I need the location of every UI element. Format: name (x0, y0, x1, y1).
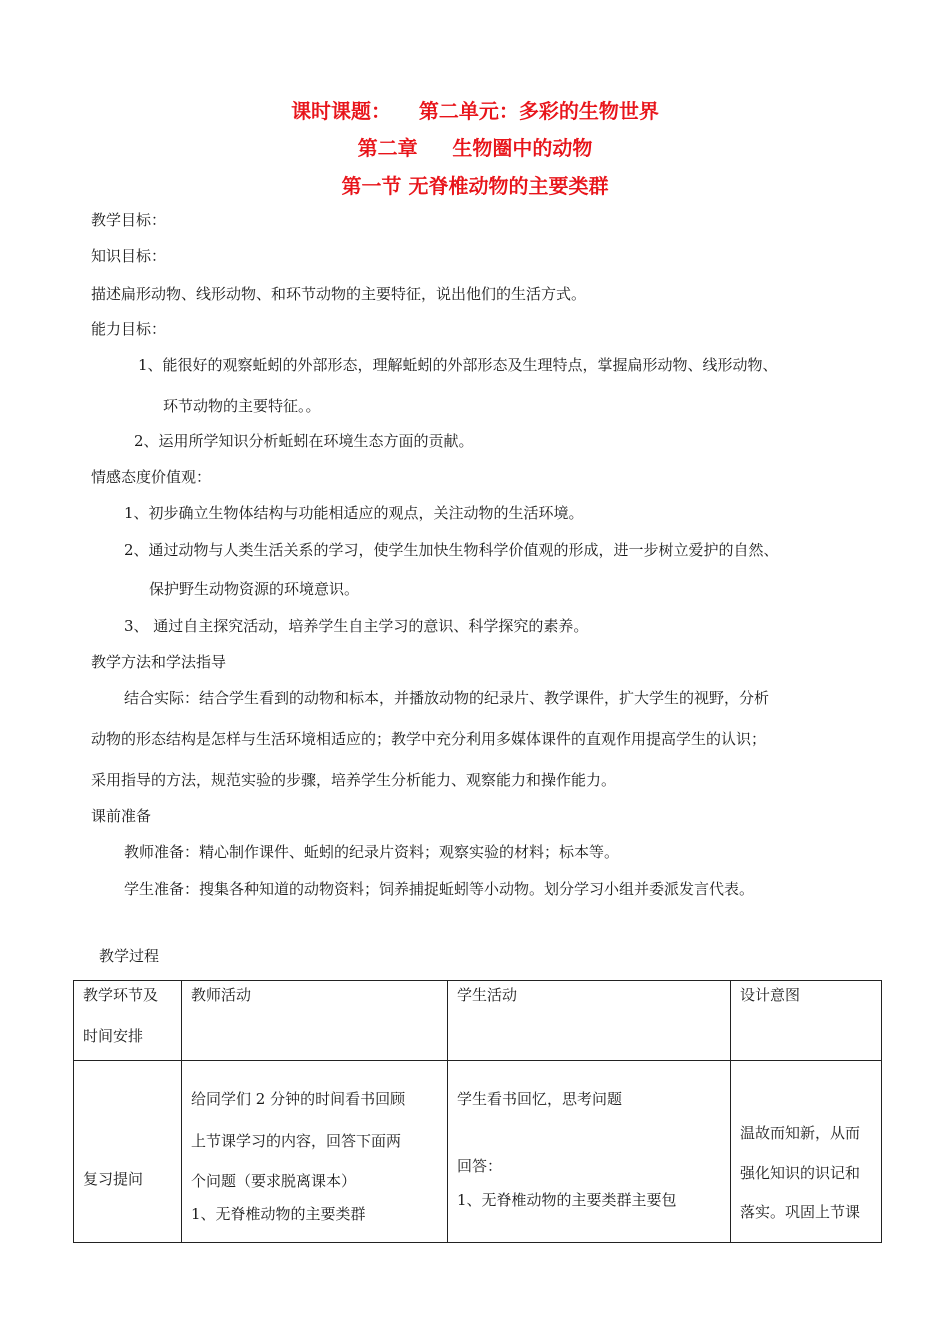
row1-design (731, 1061, 882, 1243)
ability-item-1a: 1、能很好的观察蚯蚓的外部形态，理解蚯蚓的外部形态及生理特点，掌握扁形动物、线形动物、 (138, 356, 778, 374)
title-line-1: 课时课题： 第二单元：多彩的生物世界 (291, 99, 659, 123)
header-design (731, 981, 882, 1061)
row1-design-line-2: 强化知识的识记和 (740, 1164, 861, 1182)
row1-student-line-3: 1、无脊椎动物的主要类群主要包 (457, 1191, 677, 1209)
row1-teacher (182, 1061, 448, 1243)
table-row (74, 1061, 882, 1243)
title-line-3: 第一节 无脊椎动物的主要类群 (341, 174, 609, 198)
method-heading: 教学方法和学法指导 (91, 653, 227, 671)
row1-design-line-3: 落实。巩固上节课 (740, 1203, 861, 1221)
prep-student: 学生准备：搜集各种知道的动物资料；饲养捕捉蚯蚓等小动物。划分学习小组并委派发言代表。 (124, 880, 755, 898)
row1-student (448, 1061, 731, 1243)
header-stage-line-2: 时间安排 (83, 1027, 144, 1045)
row1-stage (74, 1061, 182, 1243)
header-design-label: 设计意图 (740, 986, 801, 1004)
row1-design-line-1: 温故而知新，从而 (740, 1124, 861, 1142)
process-heading: 教学过程 (99, 947, 160, 965)
emotion-item-2b: 保护野生动物资源的环境意识。 (149, 580, 360, 598)
row1-teacher-line-3: 个问题（要求脱离课本） (191, 1172, 357, 1190)
header-teacher (182, 981, 448, 1061)
knowledge-heading: 知识目标： (91, 247, 167, 265)
ability-item-1b: 环节动物的主要特征。。 (163, 397, 321, 415)
row1-student-line-1: 学生看书回忆，思考问题 (457, 1090, 623, 1108)
header-teacher-label: 教师活动 (191, 986, 252, 1004)
row1-teacher-line-1: 给同学们 2 分钟的时间看书回顾 (191, 1090, 406, 1108)
header-student-label: 学生活动 (457, 986, 518, 1004)
header-stage-line-1: 教学环节及 (83, 986, 159, 1004)
ability-heading: 能力目标： (91, 320, 167, 338)
method-line-1: 结合实际：结合学生看到的动物和标本，并播放动物的纪录片、教学课件，扩大学生的视野，分析 (124, 689, 770, 707)
row1-teacher-line-2: 上节课学习的内容，回答下面两 (191, 1132, 402, 1150)
method-line-2: 动物的形态结构是怎样与生活环境相适应的；教学中充分利用多媒体课件的直观作用提高学生的认识； (91, 730, 767, 748)
row1-student-line-2: 回答： (457, 1157, 503, 1175)
goals-heading: 教学目标： (91, 211, 167, 229)
knowledge-text: 描述扁形动物、线形动物、和环节动物的主要特征，说出他们的生活方式。 (91, 285, 587, 303)
prep-teacher: 教师准备：精心制作课件、蚯蚓的纪录片资料；观察实验的材料；标本等。 (124, 843, 620, 861)
emotion-item-2a: 2、通过动物与人类生活关系的学习，使学生加快生物科学价值观的形成，进一步树立爱护的自然、 (124, 541, 779, 559)
header-student (448, 981, 731, 1061)
emotion-item-3: 3、 通过自主探究活动，培养学生自主学习的意识、科学探究的素养。 (124, 617, 589, 635)
title-line-2: 第二章 生物圈中的动物 (357, 136, 593, 160)
teaching-process-table (73, 980, 882, 1243)
method-line-3: 采用指导的方法，规范实验的步骤，培养学生分析能力、观察能力和操作能力。 (91, 771, 617, 789)
emotion-heading: 情感态度价值观： (91, 468, 212, 486)
row1-teacher-line-4: 1、无脊椎动物的主要类群 (191, 1205, 366, 1223)
emotion-item-1: 1、初步确立生物体结构与功能相适应的观点，关注动物的生活环境。 (124, 504, 584, 522)
table-header-row (74, 981, 882, 1061)
header-stage (74, 981, 182, 1061)
ability-item-2: 2、运用所学知识分析蚯蚓在环境生态方面的贡献。 (134, 432, 474, 450)
row1-stage-label: 复习提问 (83, 1170, 144, 1188)
prep-heading: 课前准备 (91, 807, 152, 825)
